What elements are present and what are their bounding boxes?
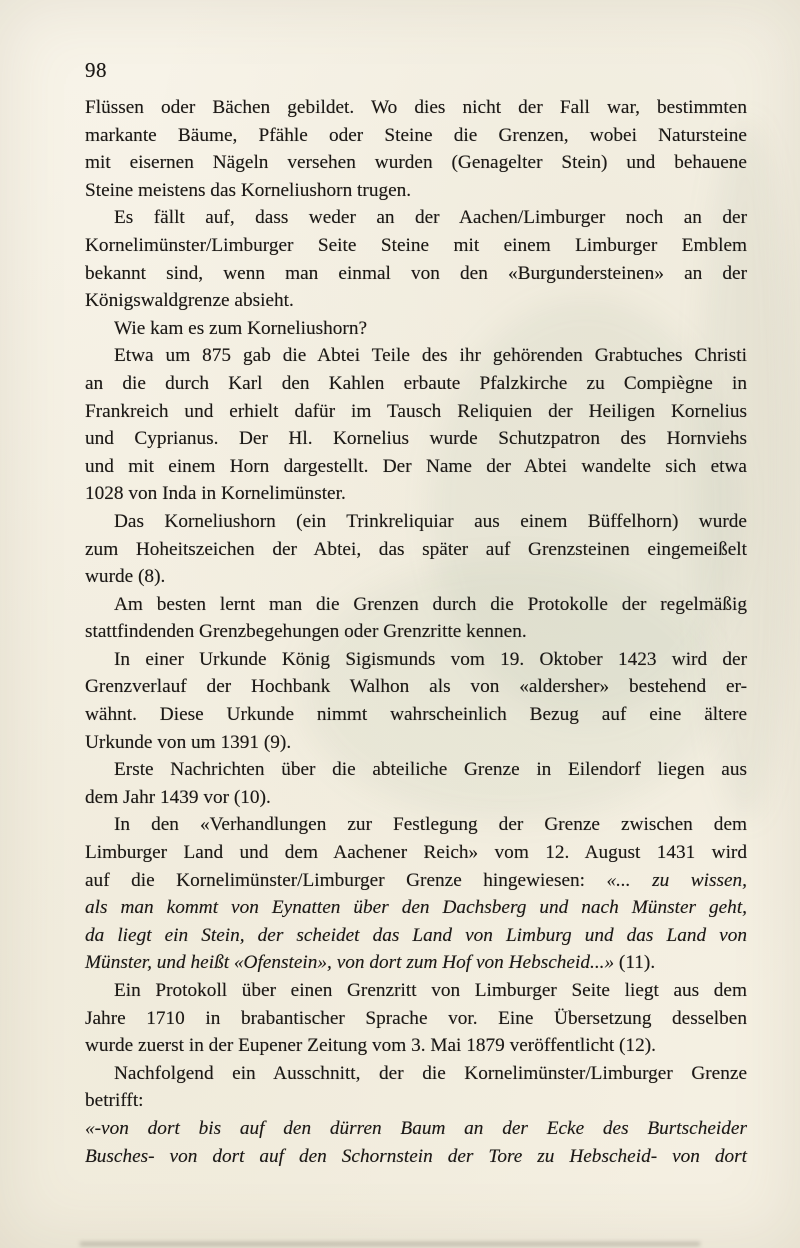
text-run: Am besten lernt man die Grenzen durch die Protokolle der regelmäßig bbox=[114, 593, 747, 615]
text-line bbox=[85, 315, 747, 343]
text-line bbox=[85, 784, 747, 812]
text-line bbox=[85, 811, 747, 839]
text-run: zum Hoheitszeichen der Abtei, das später auf Grenzsteinen eingemeißelt bbox=[85, 538, 747, 560]
text-line bbox=[85, 1115, 747, 1143]
text-line bbox=[85, 122, 747, 150]
text-line bbox=[85, 370, 747, 398]
text-run: Königswaldgrenze absieht. bbox=[85, 290, 294, 312]
text-line bbox=[85, 729, 747, 757]
text-run: Wie kam es zum Korneliushorn? bbox=[114, 317, 368, 339]
text-run: an die durch Karl den Kahlen erbaute Pfalzkirche zu Compiègne in bbox=[85, 372, 747, 394]
text-line bbox=[85, 177, 747, 205]
text-run: Erste Nachrichten über die abteiliche Grenze in Eilendorf liegen aus bbox=[114, 759, 747, 781]
text-line bbox=[85, 839, 747, 867]
text-run: Grenzverlauf der Hochbank Walhon als von «aldersher» bestehend er- bbox=[85, 676, 747, 698]
text-run: Etwa um 875 gab die Abtei Teile des ihr gehörenden Grabtuches Christi bbox=[114, 345, 747, 367]
text-line bbox=[85, 342, 747, 370]
italic-text-run: Münster, und heißt «Ofenstein», von dort zum Hof von Hebscheid...» bbox=[85, 952, 619, 974]
text-line bbox=[85, 1060, 747, 1088]
text-run: wähnt. Diese Urkunde nimmt wahrscheinlich Bezug auf eine ältere bbox=[85, 704, 747, 726]
text-run: und mit einem Horn dargestellt. Der Name der Abtei wandelte sich etwa bbox=[85, 455, 747, 477]
italic-text-run: «... zu wissen, bbox=[606, 869, 747, 891]
text-line bbox=[85, 204, 747, 232]
text-block bbox=[85, 94, 747, 1170]
text-line bbox=[85, 260, 747, 288]
italic-text-run: als man kommt von Eynatten über den Dachsberg und nach Münster geht, bbox=[85, 897, 747, 919]
text-run: und Cyprianus. Der Hl. Kornelius wurde Schutzpatron des Hornviehs bbox=[85, 428, 747, 450]
page-bottom-shadow bbox=[80, 1242, 700, 1246]
text-line bbox=[85, 398, 747, 426]
text-run: Jahre 1710 in brabantischer Sprache vor. Eine Übersetzung desselben bbox=[85, 1007, 747, 1029]
text-line bbox=[85, 646, 747, 674]
text-line bbox=[85, 1087, 747, 1115]
text-line bbox=[85, 894, 747, 922]
text-line bbox=[85, 756, 747, 784]
text-line bbox=[85, 149, 747, 177]
text-line bbox=[85, 453, 747, 481]
text-line bbox=[85, 287, 747, 315]
text-run: Ein Protokoll über einen Grenzritt von Limburger Seite liegt aus dem bbox=[114, 980, 747, 1001]
text-run: wurde (8). bbox=[85, 566, 166, 588]
text-line bbox=[85, 922, 747, 950]
text-run: bekannt sind, wenn man einmal von den «Burgundersteinen» an der bbox=[85, 262, 747, 284]
text-run: markante Bäume, Pfähle oder Steine die Grenzen, wobei Natursteine bbox=[85, 124, 747, 146]
italic-text-run: da liegt ein Stein, der scheidet das Land von Limburg und das Land von bbox=[85, 924, 747, 946]
text-run: Limburger Land und dem Aachener Reich» vom 12. August 1431 wird bbox=[85, 842, 747, 864]
text-run: Das Korneliushorn (ein Trinkreliquiar aus einem Büffelhorn) wurde bbox=[114, 510, 747, 532]
text-line bbox=[85, 867, 747, 895]
text-line bbox=[85, 673, 747, 701]
italic-text-run: Busches- von dort auf den Schornstein der Tore zu Hebscheid- von dort bbox=[85, 1145, 747, 1167]
text-run: Urkunde von um 1391 (9). bbox=[85, 731, 292, 753]
text-line bbox=[85, 232, 747, 260]
text-run: Frankreich und erhielt dafür im Tausch Reliquien der Heiligen Kornelius bbox=[85, 400, 747, 422]
text-run: Nachfolgend ein Ausschnitt, der die Kornelimünster/Limburger Grenze bbox=[114, 1062, 747, 1084]
text-run: Es fällt auf, dass weder an der Aachen/Limburger noch an der bbox=[114, 207, 747, 229]
text-run: In einer Urkunde König Sigismunds vom 19. Oktober 1423 wird der bbox=[114, 648, 747, 670]
text-line bbox=[85, 1005, 747, 1033]
text-line bbox=[85, 508, 747, 536]
text-run: Kornelimünster/Limburger Seite Steine mit einem Limburger Emblem bbox=[85, 234, 747, 256]
text-line bbox=[85, 94, 747, 122]
text-run: 1028 von Inda in Kornelimünster. bbox=[85, 483, 346, 505]
text-run: stattfindenden Grenzbegehungen oder Grenzritte kennen. bbox=[85, 621, 527, 643]
text-line bbox=[85, 977, 747, 1005]
text-line bbox=[85, 480, 747, 508]
italic-text-run: «-von dort bis auf den dürren Baum an der Ecke des Burtscheider bbox=[85, 1117, 747, 1139]
text-run: wurde zuerst in der Eupener Zeitung vom 3. Mai 1879 veröffentlicht (12). bbox=[85, 1035, 656, 1057]
text-line bbox=[85, 701, 747, 729]
text-run: Flüssen oder Bächen gebildet. Wo dies nicht der Fall war, bestimmten bbox=[85, 97, 747, 118]
text-line bbox=[85, 536, 747, 564]
page-number: 98 bbox=[85, 58, 107, 82]
text-line bbox=[85, 1032, 747, 1060]
text-line bbox=[85, 1143, 747, 1171]
text-run: In den «Verhandlungen zur Festlegung der Grenze zwischen dem bbox=[114, 814, 747, 836]
text-line bbox=[85, 563, 747, 591]
text-line bbox=[85, 618, 747, 646]
text-run: auf die Kornelimünster/Limburger Grenze hingewiesen: bbox=[85, 869, 607, 891]
text-run: mit eisernen Nägeln versehen wurden (Genagelter Stein) und behauene bbox=[85, 152, 747, 174]
text-run: betrifft: bbox=[85, 1090, 144, 1112]
text-run: Steine meistens das Korneliushorn trugen. bbox=[85, 179, 412, 201]
text-run: dem Jahr 1439 vor (10). bbox=[85, 786, 271, 808]
text-line bbox=[85, 425, 747, 453]
text-line bbox=[85, 591, 747, 619]
text-line bbox=[85, 949, 747, 977]
text-run: (11). bbox=[618, 952, 656, 974]
